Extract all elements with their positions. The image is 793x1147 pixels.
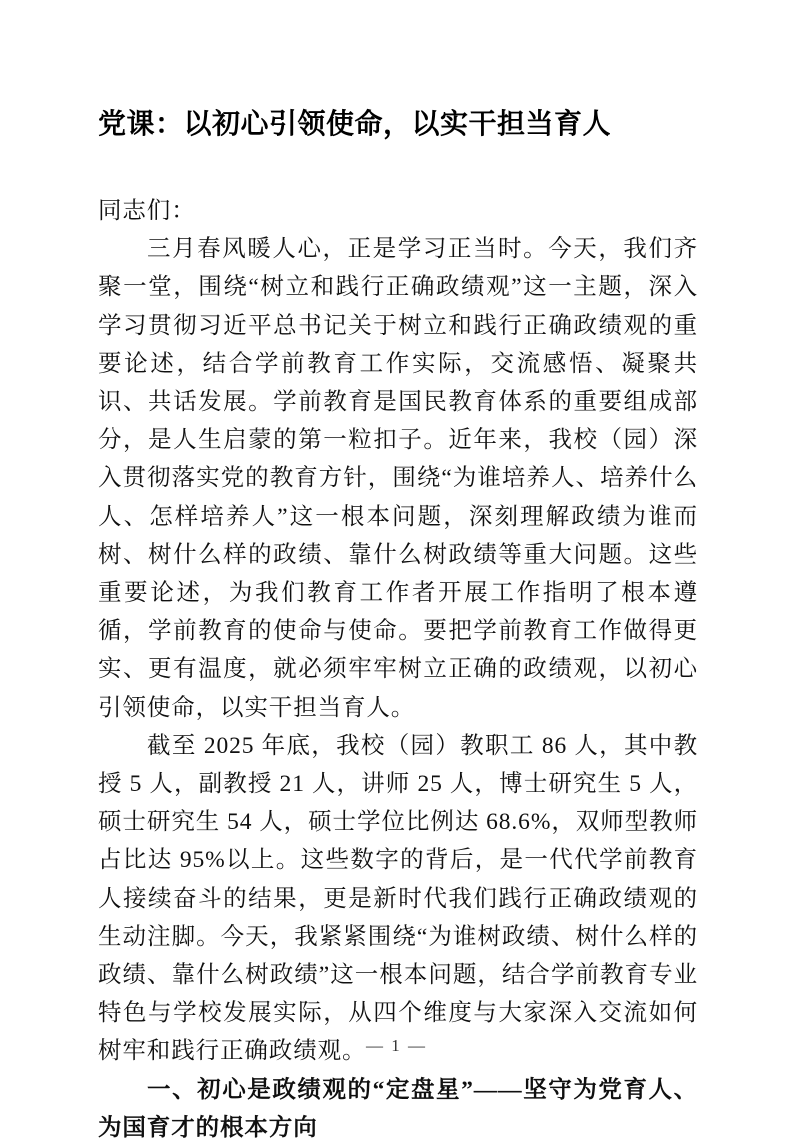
paragraph-1: 三月春风暖人心，正是学习正当时。今天，我们齐聚一堂，围绕“树立和践行正确政绩观”这一主题，深入学习贯彻习近平总书记关于树立和践行正确政绩观的重要论述，结合学前教育工作实际，交流感悟、凝聚共识、共话发展。学前教育是国民教育体系的重要组成部分，是人生启蒙的第一粒扣子。近年来，我校（园）深入贯彻落实党的教育方针，围绕“为谁培养人、培养什么人、怎样培养人”这一根本问题，深刻理解政绩为谁而树、树什么样的政绩、靠什么树政绩等重大问题。这些重要论述，为我们教育工作者开展工作指明了根本遵循，学前教育的使命与使命。要把学前教育工作做得更实、更有温度，就必须牢牢树立正确的政绩观，以初心引领使命，以实干担当育人。 (98, 236, 698, 721)
paragraph-2: 截至 2025 年底，我校（园）教职工 86 人，其中教授 5 人，副教授 21 人，讲师 25 人，博士研究生 5 人，硕士研究生 54 人，硕士学位比例达 68.6%，双师型教师占比达 95%以上。这些数字的背后，是一代代学前教育人接续奋斗的结果，更是新时代我们践行正确政绩观的生动注脚。今天，我紧紧围绕“为谁树政绩、树什么样的政绩、靠什么树政绩”这一根本问题，结合学前教育专业特色与学校发展实际，从四个维度与大家深入交流如何树牢和践行正确政绩观。 (98, 732, 698, 1065)
page-title: 党课：以初心引领使命，以实干担当育人 (98, 107, 612, 140)
page-number-footer: — 1 — (366, 1036, 427, 1055)
salutation: 同志们： (98, 198, 196, 224)
document-body (98, 192, 698, 1147)
section-heading-1: 一、初心是政绩观的“定盘星”——坚守为党育人、为国育才的根本方向 (98, 1076, 698, 1141)
